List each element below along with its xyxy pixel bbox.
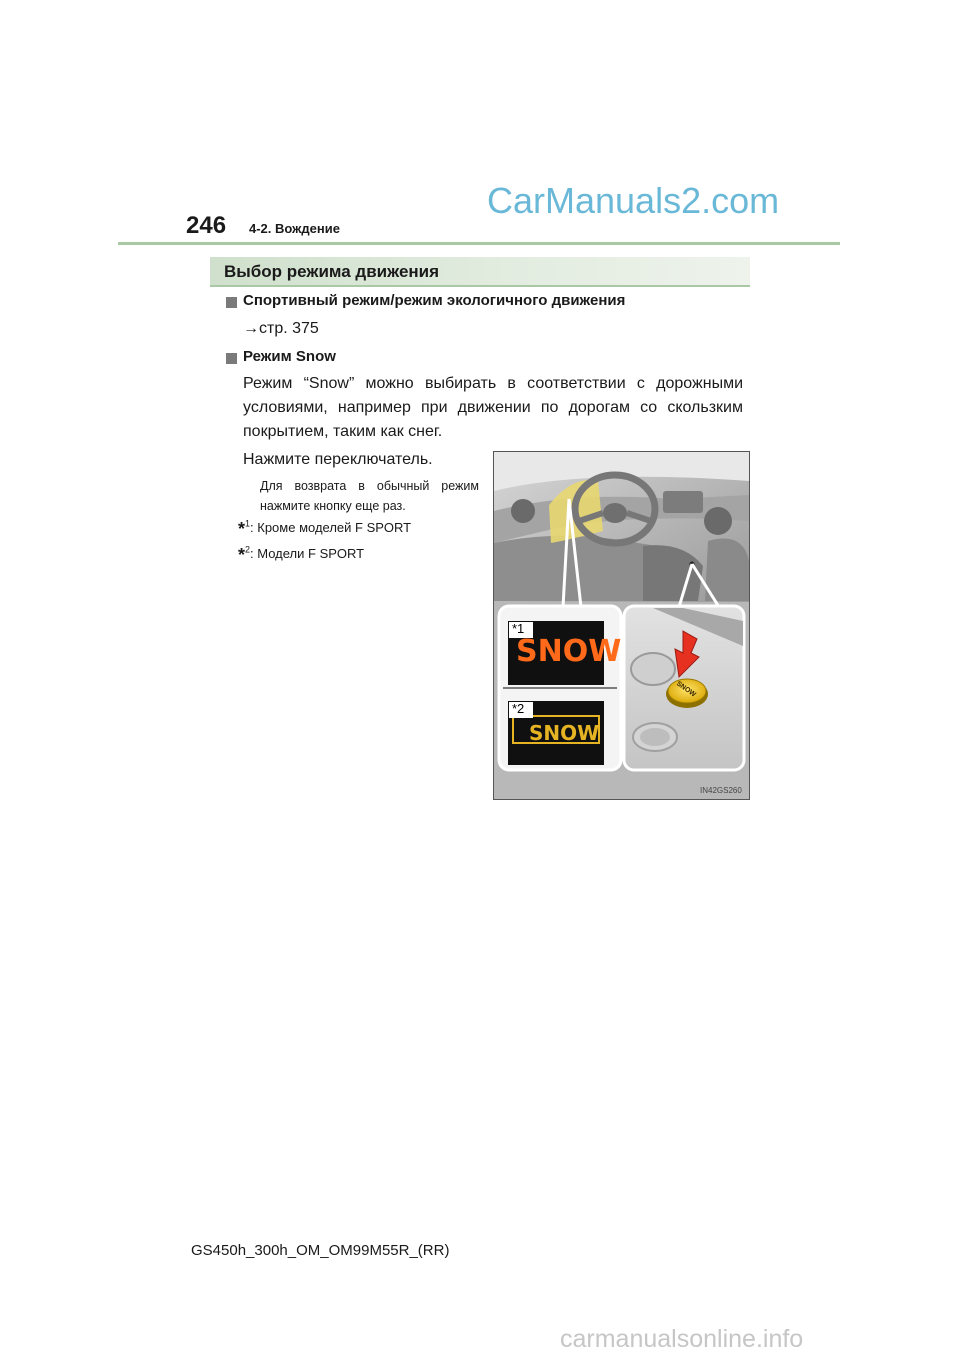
snow-display-text-standard: SNOW [516, 634, 622, 669]
footer-doc-code: GS450h_300h_OM_OM99M55R_(RR) [191, 1242, 450, 1259]
section-label: 4-2. Вождение [249, 221, 340, 236]
instruction-text: Нажмите переключатель. [243, 451, 433, 468]
footnote-1 [238, 516, 411, 537]
snow-display-text-f-sport: SNOW [529, 721, 600, 745]
bullet-square-icon [226, 353, 237, 364]
section-title: Выбор режима движения [224, 262, 440, 281]
snow-switch-figure [493, 451, 750, 800]
note-line: нажмите кнопку еще раз. [260, 499, 406, 513]
watermark-bottom[interactable]: carmanualsonline.info [560, 1325, 804, 1353]
footnote-num: 1 [245, 518, 251, 529]
footnote-text: : Кроме моделей F SPORT [250, 520, 412, 535]
footnote-mark: * [238, 545, 246, 565]
cabin-interior-illustration [494, 452, 749, 602]
description-line: условиями, например при движении по дорогам со скользким [243, 399, 743, 416]
item-heading-sport-eco: Спортивный режим/режим экологичного движения [243, 292, 626, 309]
snow-button-label: SNOW [674, 680, 697, 699]
page-number: 246 [186, 212, 227, 239]
description-line: Режим “Snow” можно выбирать в соответствии с дорожными [243, 375, 743, 392]
header-rule [118, 242, 840, 245]
page-reference-link[interactable]: →стр. 375 [243, 320, 319, 337]
bullet-square-icon [226, 297, 237, 308]
watermark-top[interactable]: CarManuals2.com [487, 180, 780, 221]
image-code: IN42GS260 [700, 786, 742, 795]
note-line: Для возврата в обычный режим [260, 479, 479, 493]
item-heading-snow: Режим Snow [243, 348, 336, 365]
footnote-num: 2 [245, 544, 251, 555]
footnote-mark: * [238, 519, 246, 539]
description-line: покрытием, таким как снег. [243, 423, 443, 440]
footnote-text: : Модели F SPORT [250, 546, 365, 561]
footnote-2 [238, 542, 364, 563]
callout-label-2: *2 [512, 701, 525, 716]
callout-label-1: *1 [512, 621, 525, 636]
